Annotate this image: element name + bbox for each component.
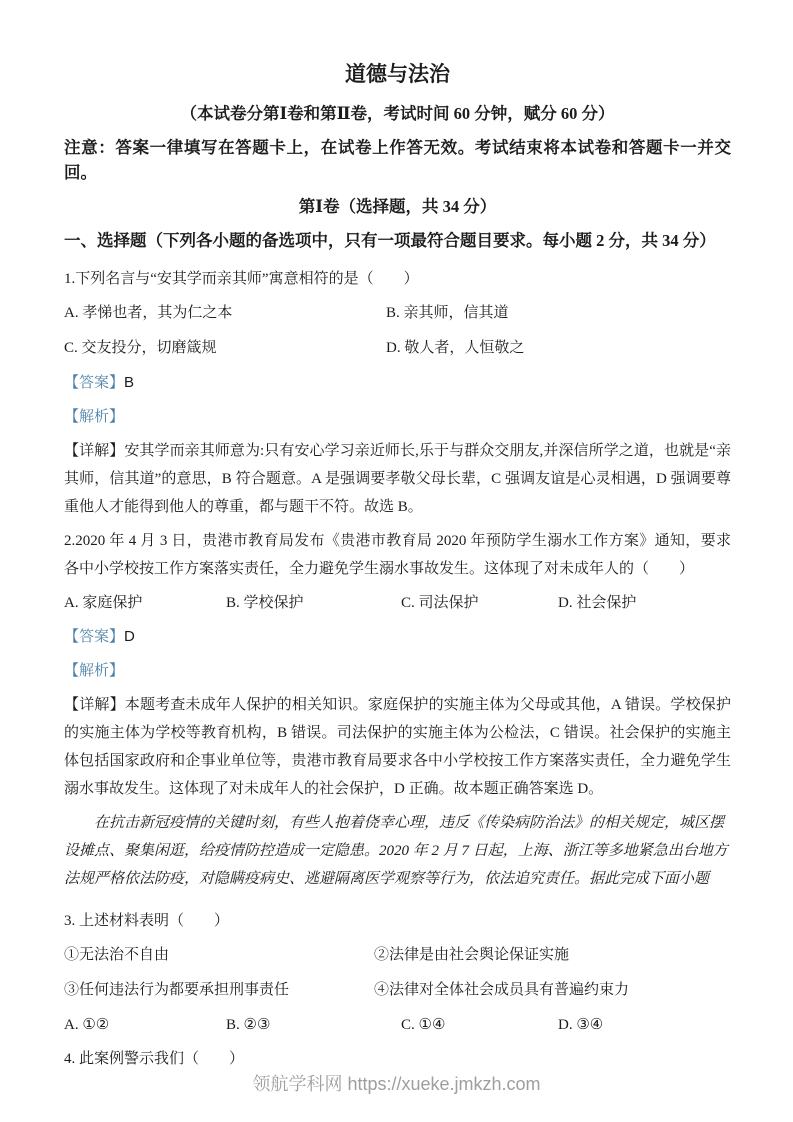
analysis-label: 【解析】	[64, 409, 125, 425]
question-2-detail-text: 本题考查未成年人保护的相关知识。家庭保护的实施主体为父母或其他，A 错误。学校保护的实施主体为学校等教育机构，B 错误。司法保护的实施主体为公检法，C 错误。社会保护的实施主体包括国家政府和企事业单位等，贵港市教育局要求各中小学校按工作方案落实责任，全力避免学生溺水事故发生。这体现了对未成年人的社会保护，D 正确。故本题正确答案选 D。	[64, 697, 731, 797]
question-2-option-d: D. 社会保护	[558, 595, 637, 611]
question-2-analysis-line	[64, 657, 731, 685]
watermark-text: 领航学科网 https://xueke.jmkzh.com	[252, 1074, 541, 1094]
question-3-subitem-3: ③任何违法行为都要承担刑事责任	[64, 982, 290, 998]
question-3-subitems	[64, 941, 731, 1004]
question-1-option-a: A. 孝悌也者，其为仁之本	[64, 305, 233, 321]
question-1-option-b: B. 亲其师，信其道	[386, 305, 509, 321]
question-3-option-d: D. ③④	[558, 1017, 604, 1033]
section-header: 一、选择题（下列各小题的备选项中，只有一项最符合题目要求。每小题 2 分，共 34 分）	[64, 231, 716, 250]
volume-header: 第Ⅰ卷（选择题，共 34 分）	[298, 197, 497, 216]
question-2-option-a: A. 家庭保护	[64, 595, 143, 611]
question-1-analysis-line	[64, 403, 731, 431]
exam-notice: 注意：答案一律填写在答题卡上，在试卷上作答无效。考试结束将本试卷和答题卡一并交回。	[64, 138, 731, 182]
question-4	[64, 1045, 731, 1073]
question-3-option-b: B. ②③	[226, 1017, 271, 1033]
exam-subtitle: （本试卷分第Ⅰ卷和第Ⅱ卷，考试时间 60 分钟，赋分 60 分）	[180, 104, 615, 123]
question-2-answer-value: D	[124, 628, 135, 645]
question-3	[64, 907, 731, 1039]
question-2	[64, 527, 731, 803]
question-2-option-b: B. 学校保护	[226, 595, 304, 611]
page-title: 道德与法治	[345, 62, 450, 86]
answer-label: 【答案】	[64, 629, 125, 645]
question-1-options	[64, 299, 731, 362]
analysis-label: 【解析】	[64, 663, 125, 679]
question-1-detail	[64, 437, 731, 521]
question-3-options	[64, 1011, 731, 1039]
question-2-stem: 2.2020 年 4 月 3 日，贵港市教育局发布《贵港市教育局 2020 年预防学生溺水工作方案》通知，要求各中小学校按工作方案落实责任，全力避免学生溺水事故发生。这体现了对未成年人的（ ）	[64, 533, 731, 577]
question-2-options	[64, 589, 731, 617]
question-3-subitem-2: ②法律是由社会舆论保证实施	[374, 947, 570, 963]
question-4-stem: 4. 此案例警示我们（ ）	[64, 1051, 245, 1067]
question-3-stem: 3. 上述材料表明（ ）	[64, 913, 230, 929]
question-3-option-c: C. ①④	[401, 1017, 446, 1033]
detail-label: 【详解】	[64, 697, 125, 713]
question-3-subitem-1: ①无法治不自由	[64, 947, 170, 963]
question-3-subitem-4: ④法律对全体社会成员具有普遍约束力	[374, 982, 630, 998]
site-watermark	[0, 1072, 793, 1096]
question-2-option-c: C. 司法保护	[401, 595, 479, 611]
question-2-answer-line	[64, 623, 731, 651]
question-1-stem: 1.下列名言与“安其学而亲其师”寓意相符的是（ ）	[64, 271, 419, 287]
detail-label: 【详解】	[64, 443, 125, 459]
question-1-option-c: C. 交友投分，切磨箴规	[64, 340, 217, 356]
material-passage: 在抗击新冠疫情的关键时刻，有些人抱着侥幸心理，违反《传染病防治法》的相关规定，城区摆设摊点、聚集闲逛，给疫情防控造成一定隐患。2020 年 2 月 7 日起，上海、浙江等多地紧急出台地方法规严格依法防疫，对隐瞒疫病史、逃避隔离医学观察等行为，依法追究责任。据此完成下面小题	[64, 815, 728, 887]
question-1	[64, 265, 731, 521]
answer-label: 【答案】	[64, 375, 125, 391]
question-1-answer-value: B	[124, 374, 135, 391]
question-1-option-d: D. 敬人者，人恒敬之	[386, 340, 525, 356]
question-1-answer-line	[64, 369, 731, 397]
question-3-option-a: A. ①②	[64, 1017, 110, 1033]
question-1-detail-text: 安其学而亲其师意为:只有安心学习亲近师长,乐于与群众交朋友,并深信所学之道，也就是“亲其师，信其道”的意思，B 符合题意。A 是强调要孝敬父母长辈，C 强调友谊是心灵相遇，D 强调要尊重他人才能得到他人的尊重，都与题干不符。故选 B。	[64, 443, 731, 515]
question-2-detail	[64, 691, 731, 803]
